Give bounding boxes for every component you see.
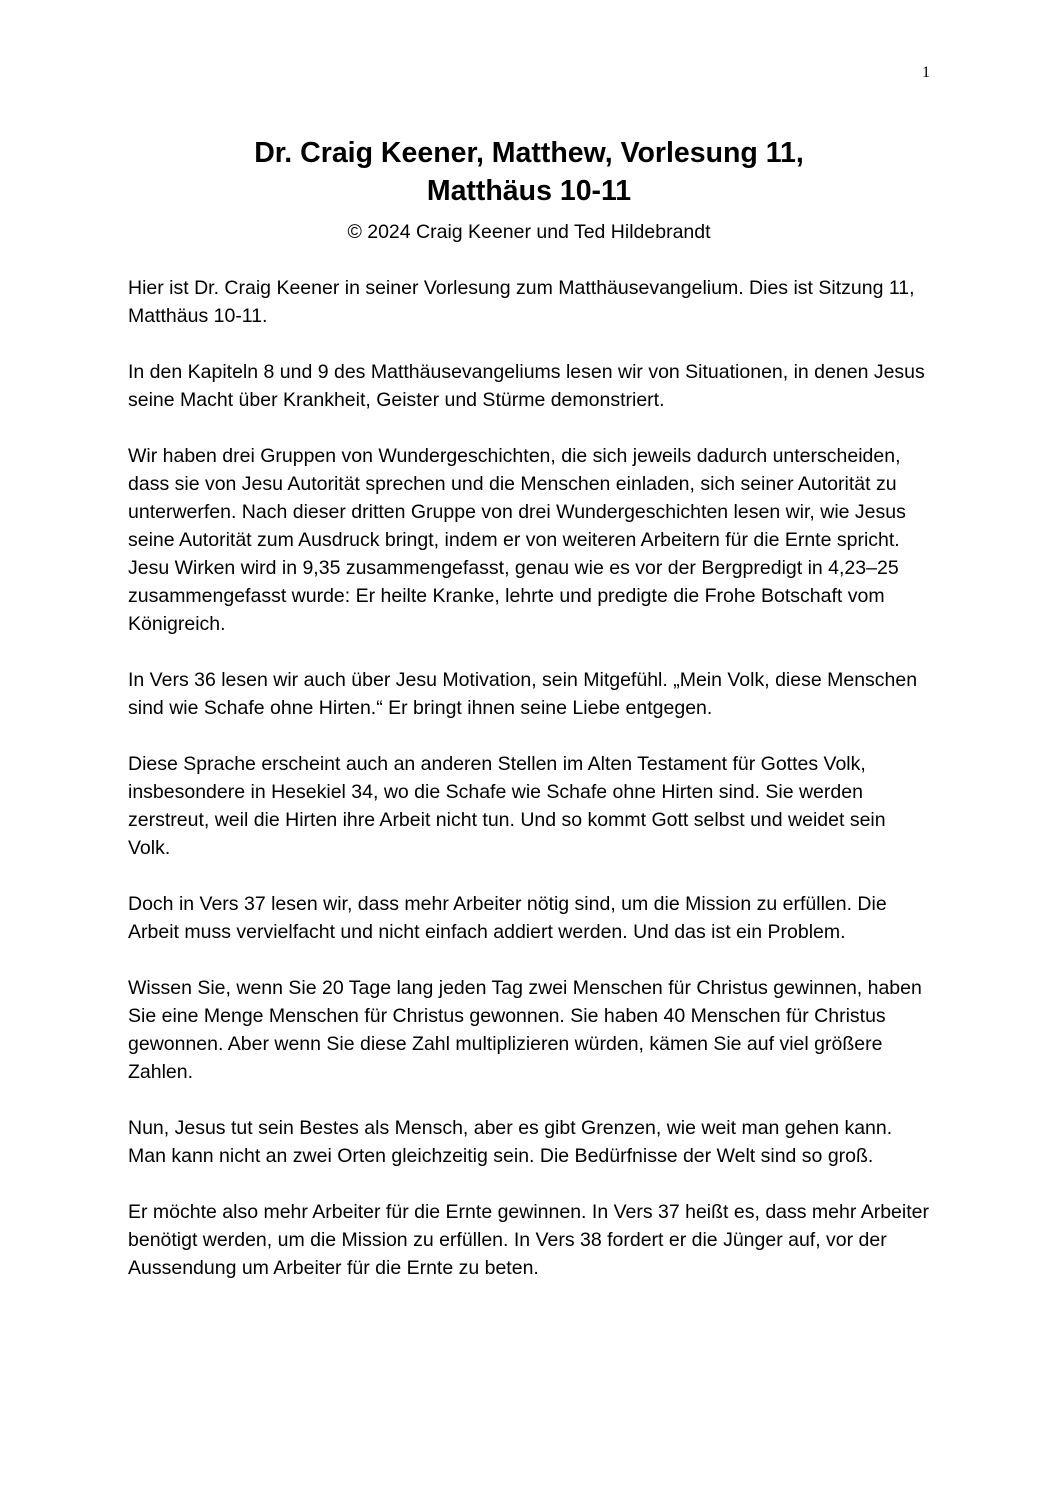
paragraph-8: Nun, Jesus tut sein Bestes als Mensch, aber es gibt Grenzen, wie weit man gehen kann. Man kann nicht an zwei Orten gleichzeitig sein. Die Bedürfnisse der Welt sind so groß. [128, 1117, 893, 1167]
document-title-line-2: Matthäus 10-11 [426, 175, 632, 207]
paragraph-9: Er möchte also mehr Arbeiter für die Ernte gewinnen. In Vers 37 heißt es, dass mehr Arbeiter benötigt werden, um die Mission zu erfüllen. In Vers 38 fordert er die Jünger auf, vor der Aussendung um Arbeiter für die Ernte zu beten. [128, 1201, 929, 1279]
document-title-line-1: Dr. Craig Keener, Matthew, Vorlesung 11, [254, 137, 804, 169]
paragraph-5: Diese Sprache erscheint auch an anderen Stellen im Alten Testament für Gottes Volk, insbesondere in Hesekiel 34, wo die Schafe wie Schafe ohne Hirten sind. Sie werden zerstreut, weil die Hirten ihre Arbeit nicht tun. Und so kommt Gott selbst und weidet sein Volk. [128, 753, 886, 859]
paragraph-4: In Vers 36 lesen wir auch über Jesu Motivation, sein Mitgefühl. „Mein Volk, diese Menschen sind wie Schafe ohne Hirten.“ Er bringt ihnen seine Liebe entgegen. [128, 669, 918, 719]
paragraph-7: Wissen Sie, wenn Sie 20 Tage lang jeden Tag zwei Menschen für Christus gewinnen, haben Sie eine Menge Menschen für Christus gewonnen. Sie haben 40 Menschen für Christus gewonnen. Aber wenn Sie diese Zahl multiplizieren würden, kämen Sie auf viel größere Zahlen. [128, 977, 922, 1083]
paragraph-3: Wir haben drei Gruppen von Wundergeschichten, die sich jeweils dadurch unterscheiden, dass sie von Jesu Autorität sprechen und die Menschen einladen, sich seiner Autorität zu unterwerfen. Nach dieser dritten Gruppe von drei Wundergeschichten lesen wir, wie Jesus seine Autorität zum Ausdruck bringt, indem er von weiteren Arbeitern für die Ernte spricht. Jesu Wirken wird in 9,35 zusammengefasst, genau wie es vor der Bergpredigt in 4,23–25 zusammengefasst wurde: Er heilte Kranke, lehrte und predigte die Frohe Botschaft vom Königreich. [128, 445, 906, 635]
document-body [128, 274, 933, 1310]
page-number: 1 [922, 64, 930, 81]
paragraph-1: Hier ist Dr. Craig Keener in seiner Vorlesung zum Matthäusevangelium. Dies ist Sitzung 11, Matthäus 10-11. [128, 277, 915, 327]
paragraph-6: Doch in Vers 37 lesen wir, dass mehr Arbeiter nötig sind, um die Mission zu erfüllen. Die Arbeit muss vervielfacht und nicht einfach addiert werden. Und das ist ein Problem. [128, 893, 887, 943]
copyright-notice: © 2024 Craig Keener und Ted Hildebrandt [347, 221, 711, 243]
document-header [0, 134, 1058, 245]
paragraph-2: In den Kapiteln 8 und 9 des Matthäusevangeliums lesen wir von Situationen, in denen Jesus seine Macht über Krankheit, Geister und Stürme demonstriert. [128, 361, 925, 411]
